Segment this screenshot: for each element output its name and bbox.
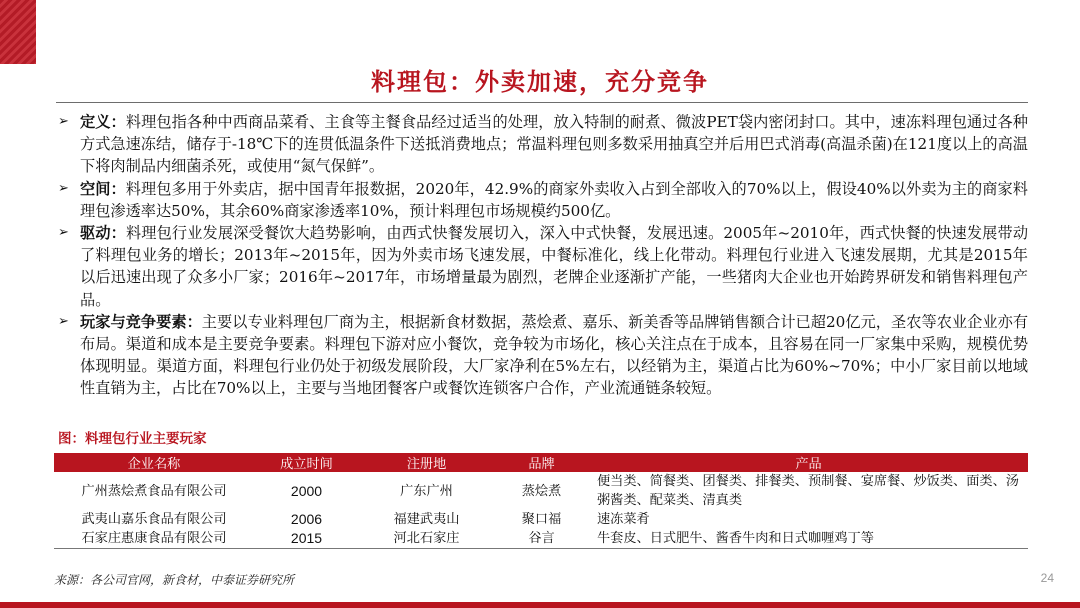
cell-products: 牛套皮、日式肥牛、酱香牛肉和日式咖喱鸡丁等 xyxy=(589,529,1028,549)
table-header-row xyxy=(54,453,1028,472)
figure-caption: 图：料理包行业主要玩家 xyxy=(58,431,207,447)
arrow-bullet-icon: ➢ xyxy=(58,225,69,241)
bullet-heading: 空间： xyxy=(80,179,126,198)
bullet-list xyxy=(54,111,1028,400)
cell-brand: 蒸烩煮 xyxy=(521,483,562,499)
cell-products: 速冻菜肴 xyxy=(597,512,650,527)
header-brand: 品牌 xyxy=(494,453,589,472)
cell-brand: 聚口福 xyxy=(521,512,562,527)
cell-year: 2006 xyxy=(290,511,323,527)
arrow-bullet-icon: ➢ xyxy=(58,114,69,129)
cell-year: 2000 xyxy=(290,482,323,499)
bullet-item-players xyxy=(54,311,1028,400)
cell-products: 便当类、简餐类、团餐类、排餐类、预制餐、宴席餐、炒饭类、面类、汤粥酱类、配菜类、清真类 xyxy=(597,474,1019,508)
bullet-item-definition xyxy=(54,111,1028,178)
bullet-heading: 玩家与竞争要素： xyxy=(80,312,202,331)
arrow-bullet-icon: ➢ xyxy=(58,313,69,329)
cell-company: 武夷山嘉乐食品有限公司 xyxy=(81,512,227,527)
cell-company: 广州蒸烩煮食品有限公司 xyxy=(81,483,227,499)
table-row xyxy=(54,510,1028,529)
cell-brand: 谷言 xyxy=(494,529,589,549)
bottom-accent-bar xyxy=(0,602,1080,608)
bullet-text: 料理包多用于外卖店，据中国青年报数据，2020年，42.9%的商家外卖收入占到全部收入的70%以上，假设40%以外卖为主的商家料理包渗透率达50%，其余60%商家渗透率10%，预计料理包市场规模约500亿。 xyxy=(80,179,1028,220)
header-company: 企业名称 xyxy=(54,453,254,472)
table-row xyxy=(54,472,1028,510)
arrow-bullet-icon: ➢ xyxy=(58,180,69,196)
title-divider xyxy=(56,102,1028,103)
bullet-item-space xyxy=(54,178,1028,222)
bullet-text: 料理包行业发展深受餐饮大趋势影响，由西式快餐发展切入，深入中式快餐，发展迅速。2005年~2010年，西式快餐的快速发展带动了料理包业务的增长；2013年~2015年，因为外卖市场飞速发展，中餐标准化，线上化带动。料理包行业进入飞速发展期，尤其是2015年以后迅速出现了众多小厂家；2016年~2017年，市场增量最为剧烈，老牌企业逐渐扩产能，一些猪肉大企业也开始跨界研发和销售料理包产品。 xyxy=(80,224,1029,309)
cell-company: 石家庄惠康食品有限公司 xyxy=(54,529,254,549)
corner-decoration xyxy=(0,0,36,64)
cell-place: 福建武夷山 xyxy=(393,512,460,527)
cell-place: 河北石家庄 xyxy=(359,529,494,549)
bullet-text: 料理包指各种中西商品菜肴、主食等主餐食品经过适当的处理，放入特制的耐煮、微波PET袋内密闭封口。其中，速冻料理包通过各种方式急速冻结，储存于-18℃下的连贯低温条件下送抵消费地点；常温料理包则多数采用抽真空并后用巴式消毒(高温杀菌)在121度以上的高温下将肉制品内细菌杀死，或使用“氮气保鲜”。 xyxy=(80,113,1028,176)
page-number: 24 xyxy=(1040,571,1054,585)
players-table xyxy=(54,453,1028,549)
bullet-heading: 驱动： xyxy=(80,224,126,243)
bullet-heading: 定义： xyxy=(80,113,126,131)
header-year: 成立时间 xyxy=(254,453,359,472)
page-title: 料理包：外卖加速，充分竞争 xyxy=(371,67,709,96)
header-place: 注册地 xyxy=(359,453,494,472)
header-products: 产品 xyxy=(589,453,1028,472)
bullet-item-drivers xyxy=(54,222,1028,311)
bullet-text: 主要以专业料理包厂商为主，根据新食材数据，蒸烩煮、嘉乐、新美香等品牌销售额合计已超20亿元，圣农等农业企业亦有布局。渠道和成本是主要竞争要素。料理包下游对应小餐饮，竞争较为市场化，核心关注点在于成本，且容易在同一厂家集中采购，规模优势体现明显。渠道方面，料理包行业仍处于初级发展阶段，大厂家净利在5%左右，以经销为主，渠道占比为60%~70%；中小厂家目前以地域性直销为主，占比在70%以上，主要与当地团餐客户或餐饮连锁客户合作，产业流通链条较短。 xyxy=(80,312,1029,398)
cell-year: 2015 xyxy=(254,529,359,549)
source-note: 来源：各公司官网，新食材，中泰证券研究所 xyxy=(54,573,295,587)
cell-place: 广东广州 xyxy=(400,483,453,499)
table-row xyxy=(54,529,1028,549)
